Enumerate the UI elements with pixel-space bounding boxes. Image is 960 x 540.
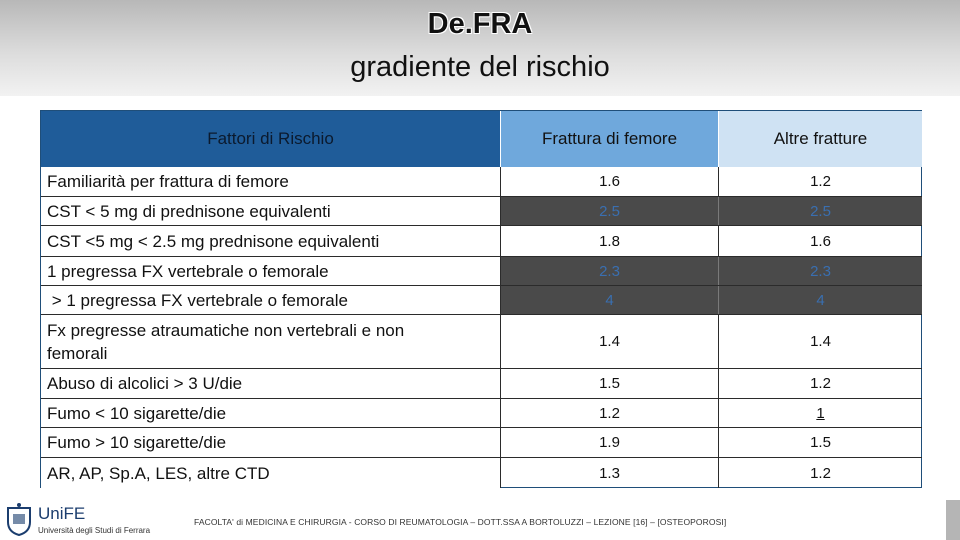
factor-cell xyxy=(41,315,501,368)
table-row xyxy=(41,369,922,399)
factor-text: Fx pregresse atraumatiche non vertebrali e non femorali xyxy=(47,321,405,363)
femore-value: 1.6 xyxy=(501,167,719,196)
factor-cell: 1 pregressa FX vertebrale o femorale xyxy=(41,257,501,285)
femore-value: 2.3 xyxy=(501,257,719,285)
table-row xyxy=(41,315,922,369)
factor-cell: CST < 5 mg di prednisone equivalenti xyxy=(41,197,501,225)
femore-value: 1.4 xyxy=(501,315,719,368)
corner-decoration xyxy=(946,500,960,540)
header-femore: Frattura di femore xyxy=(501,111,719,167)
femore-value: 4 xyxy=(501,286,719,314)
table-row xyxy=(41,428,922,458)
altre-value: 4 xyxy=(719,286,922,314)
table-row xyxy=(41,167,922,197)
altre-value: 1.6 xyxy=(810,232,831,250)
factor-cell: Abuso di alcolici > 3 U/die xyxy=(41,369,501,398)
altre-value: 2.5 xyxy=(719,197,922,225)
femore-value: 1.8 xyxy=(501,226,719,256)
header-factor: Fattori di Rischio xyxy=(41,111,501,167)
factor-cell: > 1 pregressa FX vertebrale o femorale xyxy=(41,286,501,314)
factor-cell: Fumo > 10 sigarette/die xyxy=(41,428,501,457)
altre-value: 1.2 xyxy=(810,173,831,190)
altre-value: 1.2 xyxy=(810,464,831,482)
altre-value: 1 xyxy=(816,404,825,422)
logo-name: UniFE xyxy=(38,504,86,523)
factor-cell: AR, AP, Sp.A, LES, altre CTD xyxy=(41,458,501,488)
femore-value: 1.3 xyxy=(501,458,719,488)
table-row xyxy=(41,399,922,428)
altre-value: 1.4 xyxy=(810,333,831,350)
altre-value: 1.2 xyxy=(810,375,831,392)
femore-value: 2.5 xyxy=(501,197,719,225)
table-row xyxy=(41,458,922,488)
table-row xyxy=(41,286,922,315)
course-footer: FACOLTA' di MEDICINA E CHIRURGIA - CORSO DI REUMATOLOGIA – DOTT.SSA A BORTOLUZZI – LEZIONE [16] – [OSTEOPOROSI] xyxy=(194,517,727,527)
risk-table xyxy=(40,110,922,488)
university-crest-icon xyxy=(4,502,34,536)
altre-value: 2.3 xyxy=(719,257,922,285)
table-row xyxy=(41,197,922,226)
factor-cell: Familiarità per frattura di femore xyxy=(41,167,501,196)
femore-value: 1.9 xyxy=(501,428,719,457)
slide-subtitle: gradiente del rischio xyxy=(350,51,610,83)
altre-value: 1.5 xyxy=(810,434,831,451)
femore-value: 1.2 xyxy=(501,399,719,427)
factor-cell: Fumo < 10 sigarette/die xyxy=(41,399,501,427)
slide-title: De.FRA xyxy=(427,8,533,40)
header-altre: Altre fratture xyxy=(719,111,922,167)
factor-cell: CST <5 mg < 2.5 mg prednisone equivalenti xyxy=(41,226,501,256)
table-body xyxy=(41,167,922,488)
femore-value: 1.5 xyxy=(501,369,719,398)
table-row xyxy=(41,257,922,286)
university-logo xyxy=(4,500,154,538)
logo-subtitle: Università degli Studi di Ferrara xyxy=(38,526,151,535)
table-row xyxy=(41,226,922,257)
